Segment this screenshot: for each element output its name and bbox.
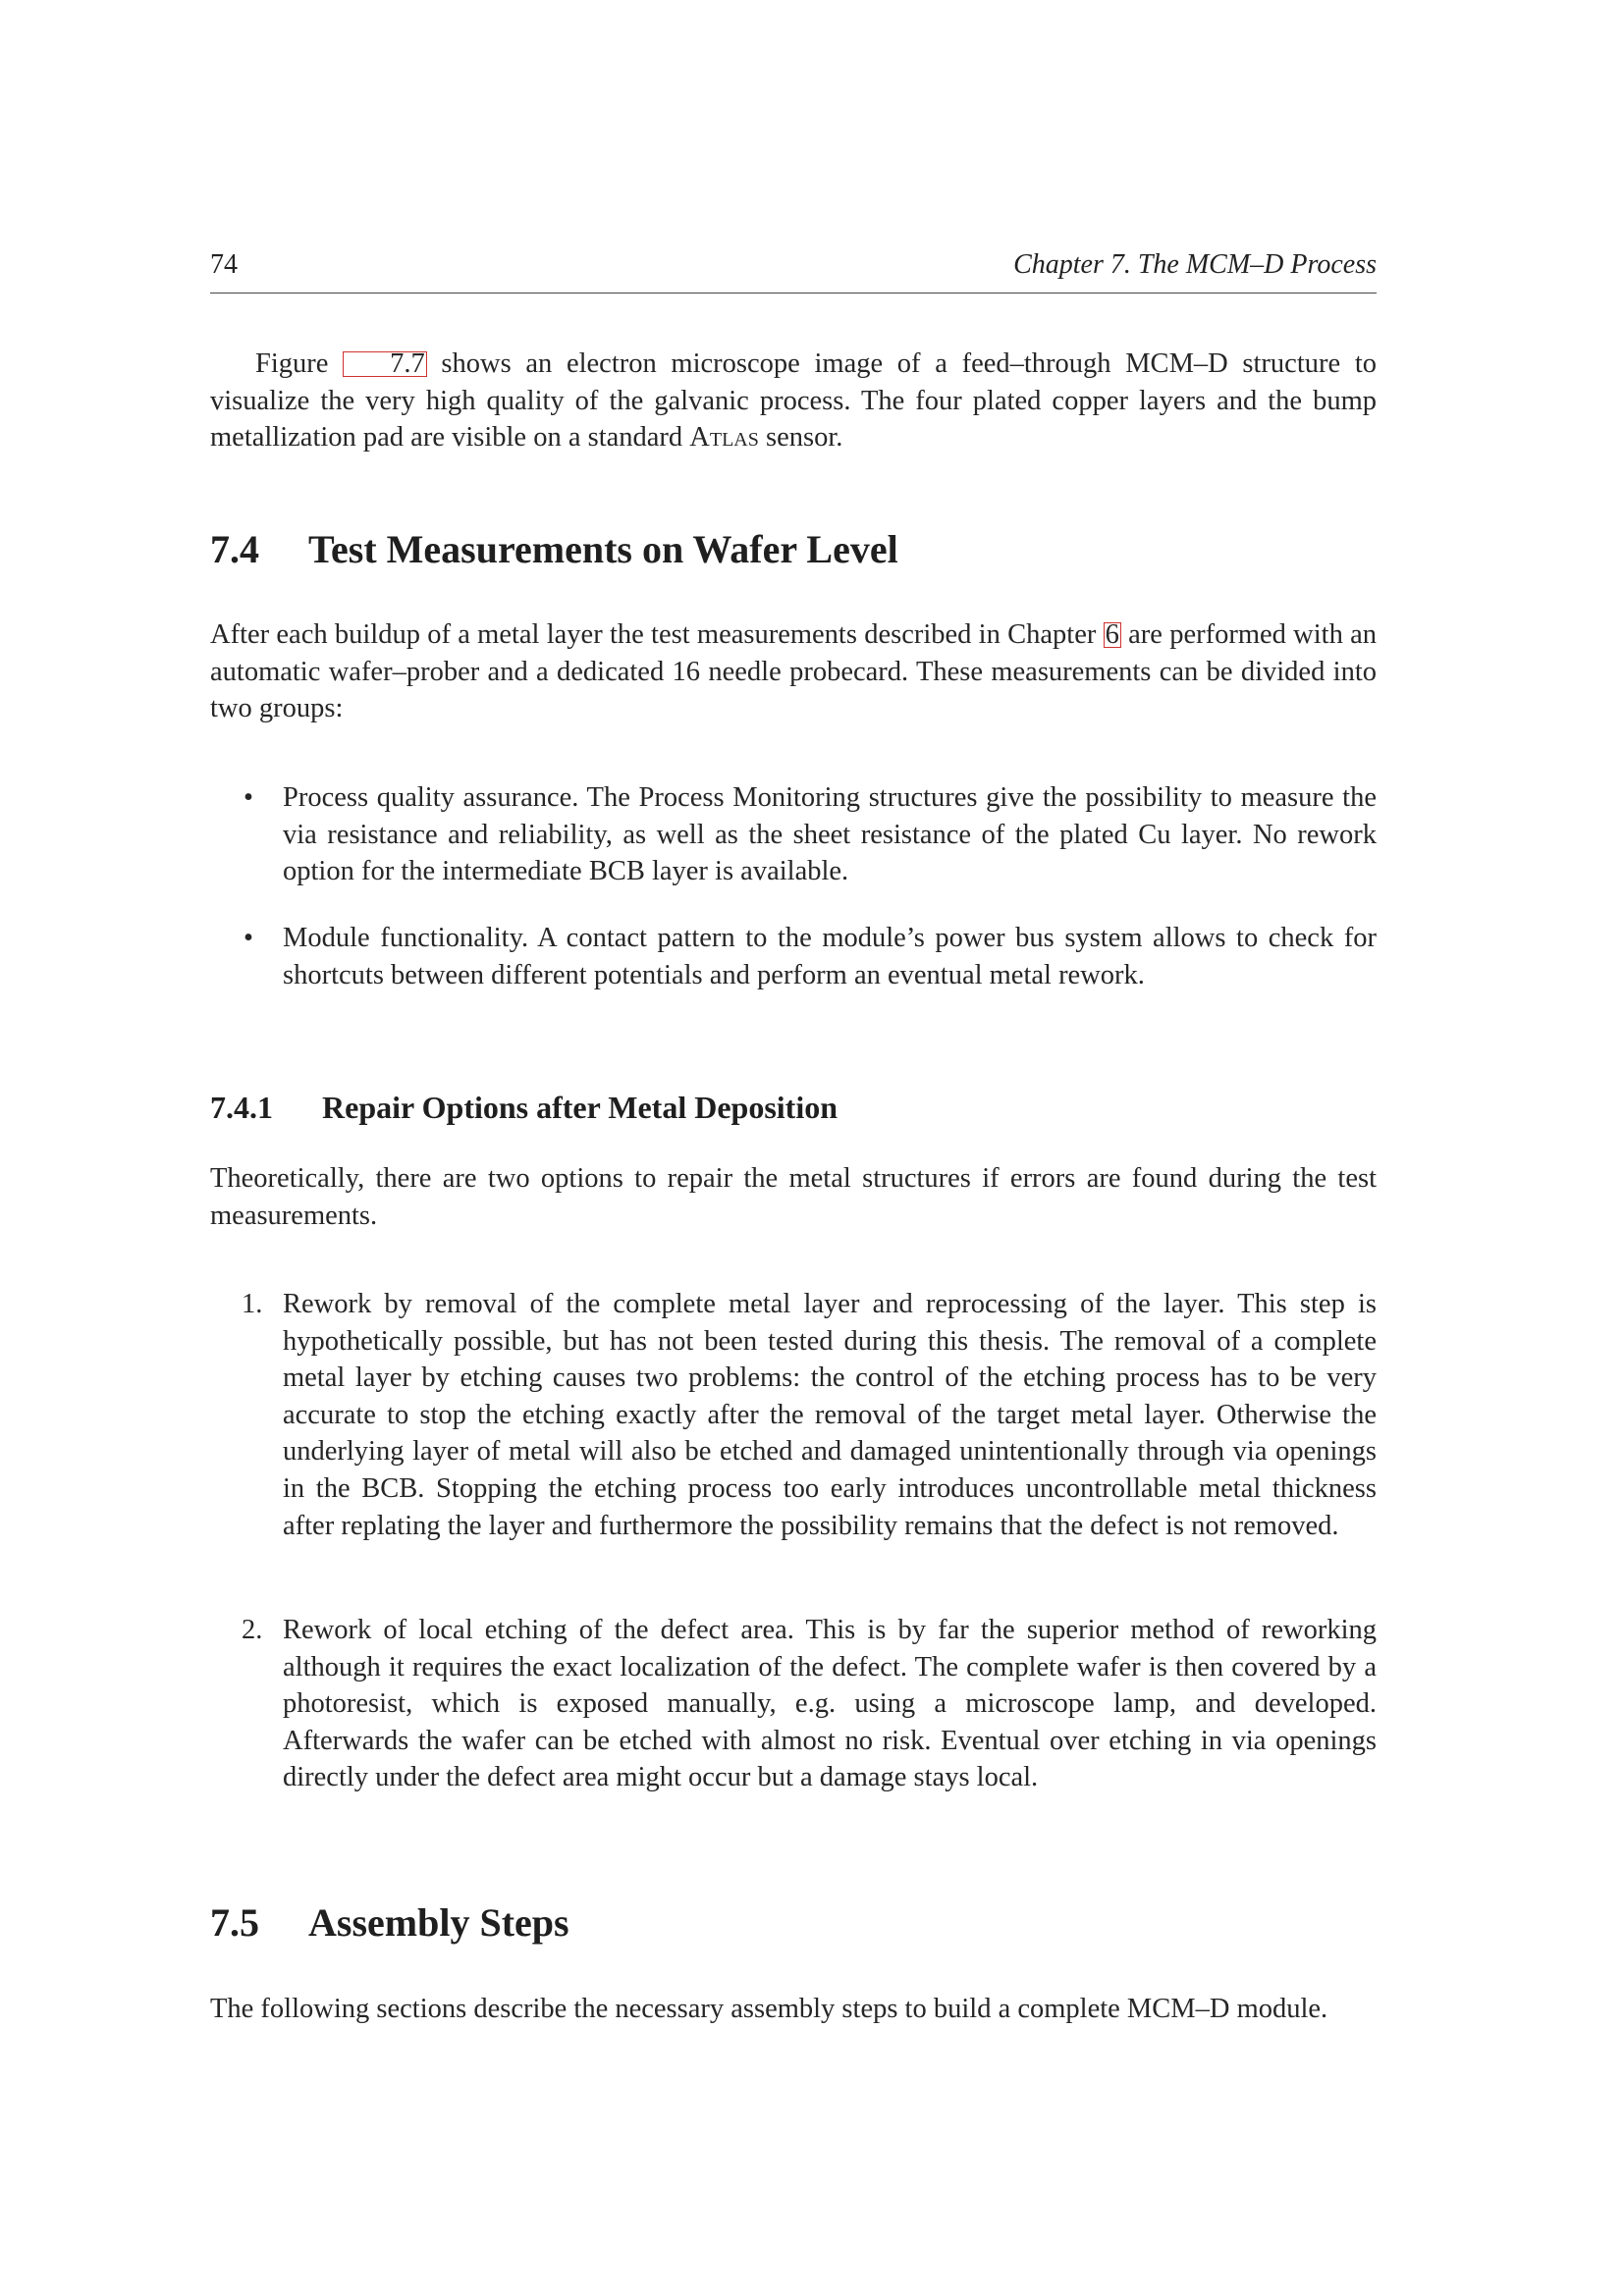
intro-paragraph: Figure 7.7 shows an electron microscope image of a feed–through MCM–D structure to visualize the very high quality of the galvanic process. The four plated copper layers and the bump metallization pad are visible on a standard Atlas sensor. xyxy=(210,348,1377,454)
subsection-paragraph: Theoretically, there are two options to repair the metal structures if errors are found during the test measurements. xyxy=(210,1163,1377,1231)
subsection-title: Repair Options after Metal Deposition xyxy=(322,1090,838,1125)
list-item: 1. Rework by removal of the complete metal layer and reprocessing of the layer. This step is hypothetically possible, but has not been tested during this thesis. The removal of a complete metal layer by etching causes two problems: the control of the etching process has to be very accurate to stop the etching exactly after the removal of the target metal layer. Otherwise the underlying layer of metal will also be etched and damaged unintentionally through via openings in the BCB. Stopping the etching process too early introduces uncontrollable metal thickness after replating the layer and furthermore the possibility remains that the defect is not removed. xyxy=(210,1286,1377,1544)
section-number: 7.4 xyxy=(210,527,259,571)
bullet-icon: • xyxy=(243,782,253,813)
bullet-list xyxy=(210,920,1377,993)
section-7-5-paragraph: The following sections describe the necessary assembly steps to build a complete MCM–D module. xyxy=(210,1994,1328,2024)
section-title: Assembly Steps xyxy=(308,1900,569,1945)
section-7-5-heading xyxy=(210,1899,1377,1947)
figure-reference-link[interactable]: 7.7 xyxy=(343,351,427,377)
chapter-title: Chapter 7. The MCM–D Process xyxy=(1013,249,1377,280)
chapter-reference-link[interactable]: 6 xyxy=(1105,619,1119,650)
subsection-7-4-1-heading xyxy=(210,1088,1377,1127)
list-item: • Module functionality. A contact pattern to the module’s power bus system allows to check for shortcuts between different potentials and perform an eventual metal rework. xyxy=(210,920,1377,993)
bullet-icon: • xyxy=(243,923,253,953)
list-item: • Process quality assurance. The Process Monitoring structures give the possibility to measure the via resistance and reliability, as well as the sheet resistance of the plated Cu layer. No rework option for the intermediate BCB layer is available. xyxy=(210,779,1377,890)
page-number: 74 xyxy=(210,249,238,280)
subsection-number: 7.4.1 xyxy=(210,1090,273,1125)
numbered-list xyxy=(210,1286,1377,1544)
running-header xyxy=(210,249,1377,294)
section-number: 7.5 xyxy=(210,1900,259,1945)
section-title: Test Measurements on Wafer Level xyxy=(308,527,898,571)
atlas-small-caps: Atlas xyxy=(689,422,759,454)
list-number: 1. xyxy=(242,1289,263,1319)
bullet-list xyxy=(210,779,1377,890)
numbered-list xyxy=(210,1612,1377,1796)
section-7-4-heading xyxy=(210,526,1377,573)
list-item: 2. Rework of local etching of the defect area. This is by far the superior method of reworking although it requires the exact localization of the defect. The complete wafer is then covered by a photoresist, which is exposed manually, e.g. using a microscope lamp, and developed. Afterwards the wafer can be etched with almost no risk. Eventual over etching in via openings directly under the defect area might occur but a damage stays local. xyxy=(210,1612,1377,1796)
list-number: 2. xyxy=(242,1615,263,1645)
section-7-4-paragraph: After each buildup of a metal layer the test measurements described in Chapter 6 are performed with an automatic wafer–prober and a dedicated 16 needle probecard. These measurements can be divided into two groups: xyxy=(210,619,1377,724)
